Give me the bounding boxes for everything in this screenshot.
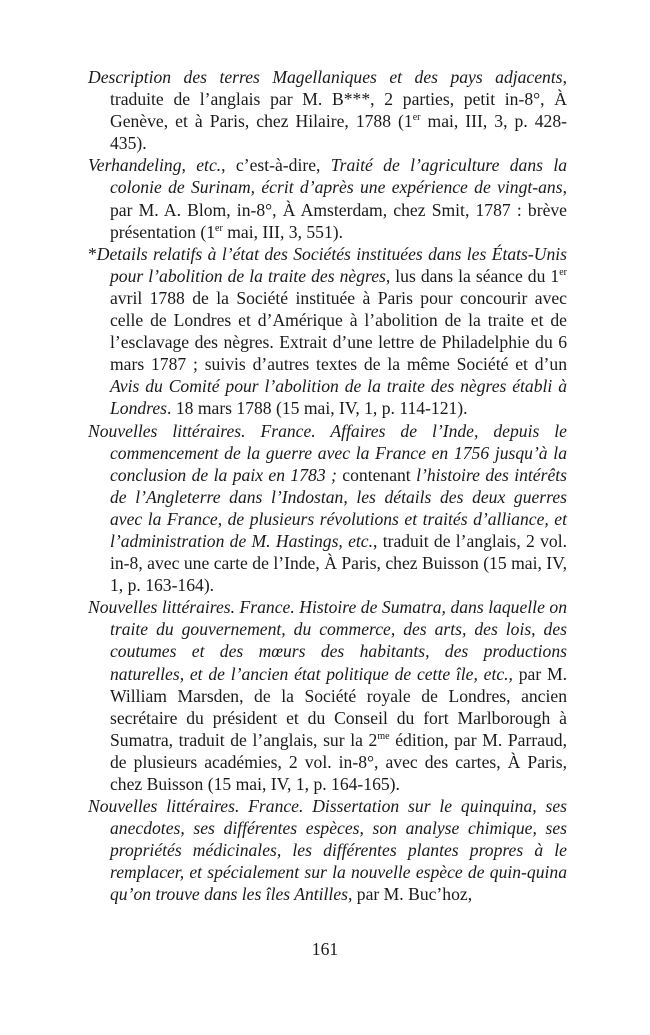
italic-title: Nouvelles littéraires. France. Affaires de l’Inde, depuis le commencement de la guerre avec la France en 1756 jusqu’à la conclusion de la paix en 1783 ; [88,420,567,485]
italic-title: Verhandeling, etc. [88,155,222,176]
italic-title: Traité de l’agriculture dans la colonie de Surinam, écrit d’après une expérience de vingt-ans [110,155,568,198]
bibliography-entry [88,596,567,795]
entry-text: , traduite de l’anglais par M. B***, 2 parties, petit in-8°, À Genève, et à Paris, chez Hilaire, 1788 (1 [110,67,567,132]
bibliography-entries [88,66,567,906]
bibliography-entry [88,154,567,242]
bibliography-entry [88,420,567,597]
entry-text: contenant [336,464,417,485]
entry-text: , traduit de l’anglais, 2 vol. in-8, avec une carte de l’Inde, À Paris, chez Buisson (15 mai, IV, 1, p. 163-164). [110,530,567,596]
entry-text: , par M. A. Blom, in-8°, À Amsterdam, chez Smit, 1787 : brève présentation (1 [110,177,567,242]
ordinal-superscript: me [377,730,390,742]
italic-title: l’histoire des intérêts de l’Angleterre dans l’Indostan, les détails des deux guerres avec la France, de plusieurs révolutions et traités d’alliance, et l’administration de M. Hastings, etc. [110,464,567,551]
entry-text: * [88,243,97,264]
entry-text: par M. William Marsden, de la Société royale de Londres, ancien secrétaire du président et du Conseil du fort Marlborough à Sumatra, traduit de l’anglais, sur la 2 [110,663,568,750]
bibliography-entry [88,66,567,154]
italic-title: Description des terres Magellaniques et des pays adjacents [88,67,563,87]
entry-text: par M. Buc’hoz, [352,884,473,905]
ordinal-superscript: er [215,222,223,234]
entry-text: , lus dans la séance du 1 [385,265,560,286]
italic-title: Nouvelles littéraires. France. Dissertation sur le quinquina, ses anecdotes, ses différentes espèces, son analyse chimique, ses propriétés médicinales, les différentes plantes propres à le remplacer, et spécialement sur la nouvelle espèce de quin-quina qu’on trouve dans les îles Antilles, [88,796,567,905]
entry-text: mai, III, 3, 551). [222,221,344,242]
entry-text: . 18 mars 1788 (15 mai, IV, 1, p. 114-121). [167,398,468,419]
ordinal-superscript: er [559,266,567,278]
italic-title: Nouvelles littéraires. France. Histoire de Sumatra, dans laquelle on traite du gouvernement, du commerce, des arts, des lois, des coutumes et des mœurs des habitants, des productions naturelles, et de l’ancien état politique de cette île, etc., [88,597,567,684]
entry-text: avril 1788 de la Société instituée à Paris pour concourir avec celle de Londres et d’Amérique à l’abolition de la traite et de l’esclavage des nègres. Extrait d’une lettre de Philadelphie du 6 mars 1787 ; suivis d’autres textes de la même Société et d’un [110,287,567,375]
entry-text: mai, III, 3, p. 428-435). [110,111,567,154]
ordinal-superscript: er [412,112,421,124]
bibliography-entry [88,243,567,420]
italic-title: Details relatifs à l’état des Sociétés instituées dans les États-Unis pour l’abolition de la traite des nègres [96,243,567,286]
italic-title: Avis du Comité pour l’abolition de la traite des nègres établi à Londres [110,376,567,419]
bibliography-entry [88,795,567,905]
entry-text: édition, par M. Parraud, de plusieurs académies, 2 vol. in-8°, avec des cartes, À Paris, chez Buisson (15 mai, IV, 1, p. 164-165). [110,729,567,794]
page-number: 161 [311,939,339,959]
entry-text: , c’est-à-dire, [221,155,331,176]
